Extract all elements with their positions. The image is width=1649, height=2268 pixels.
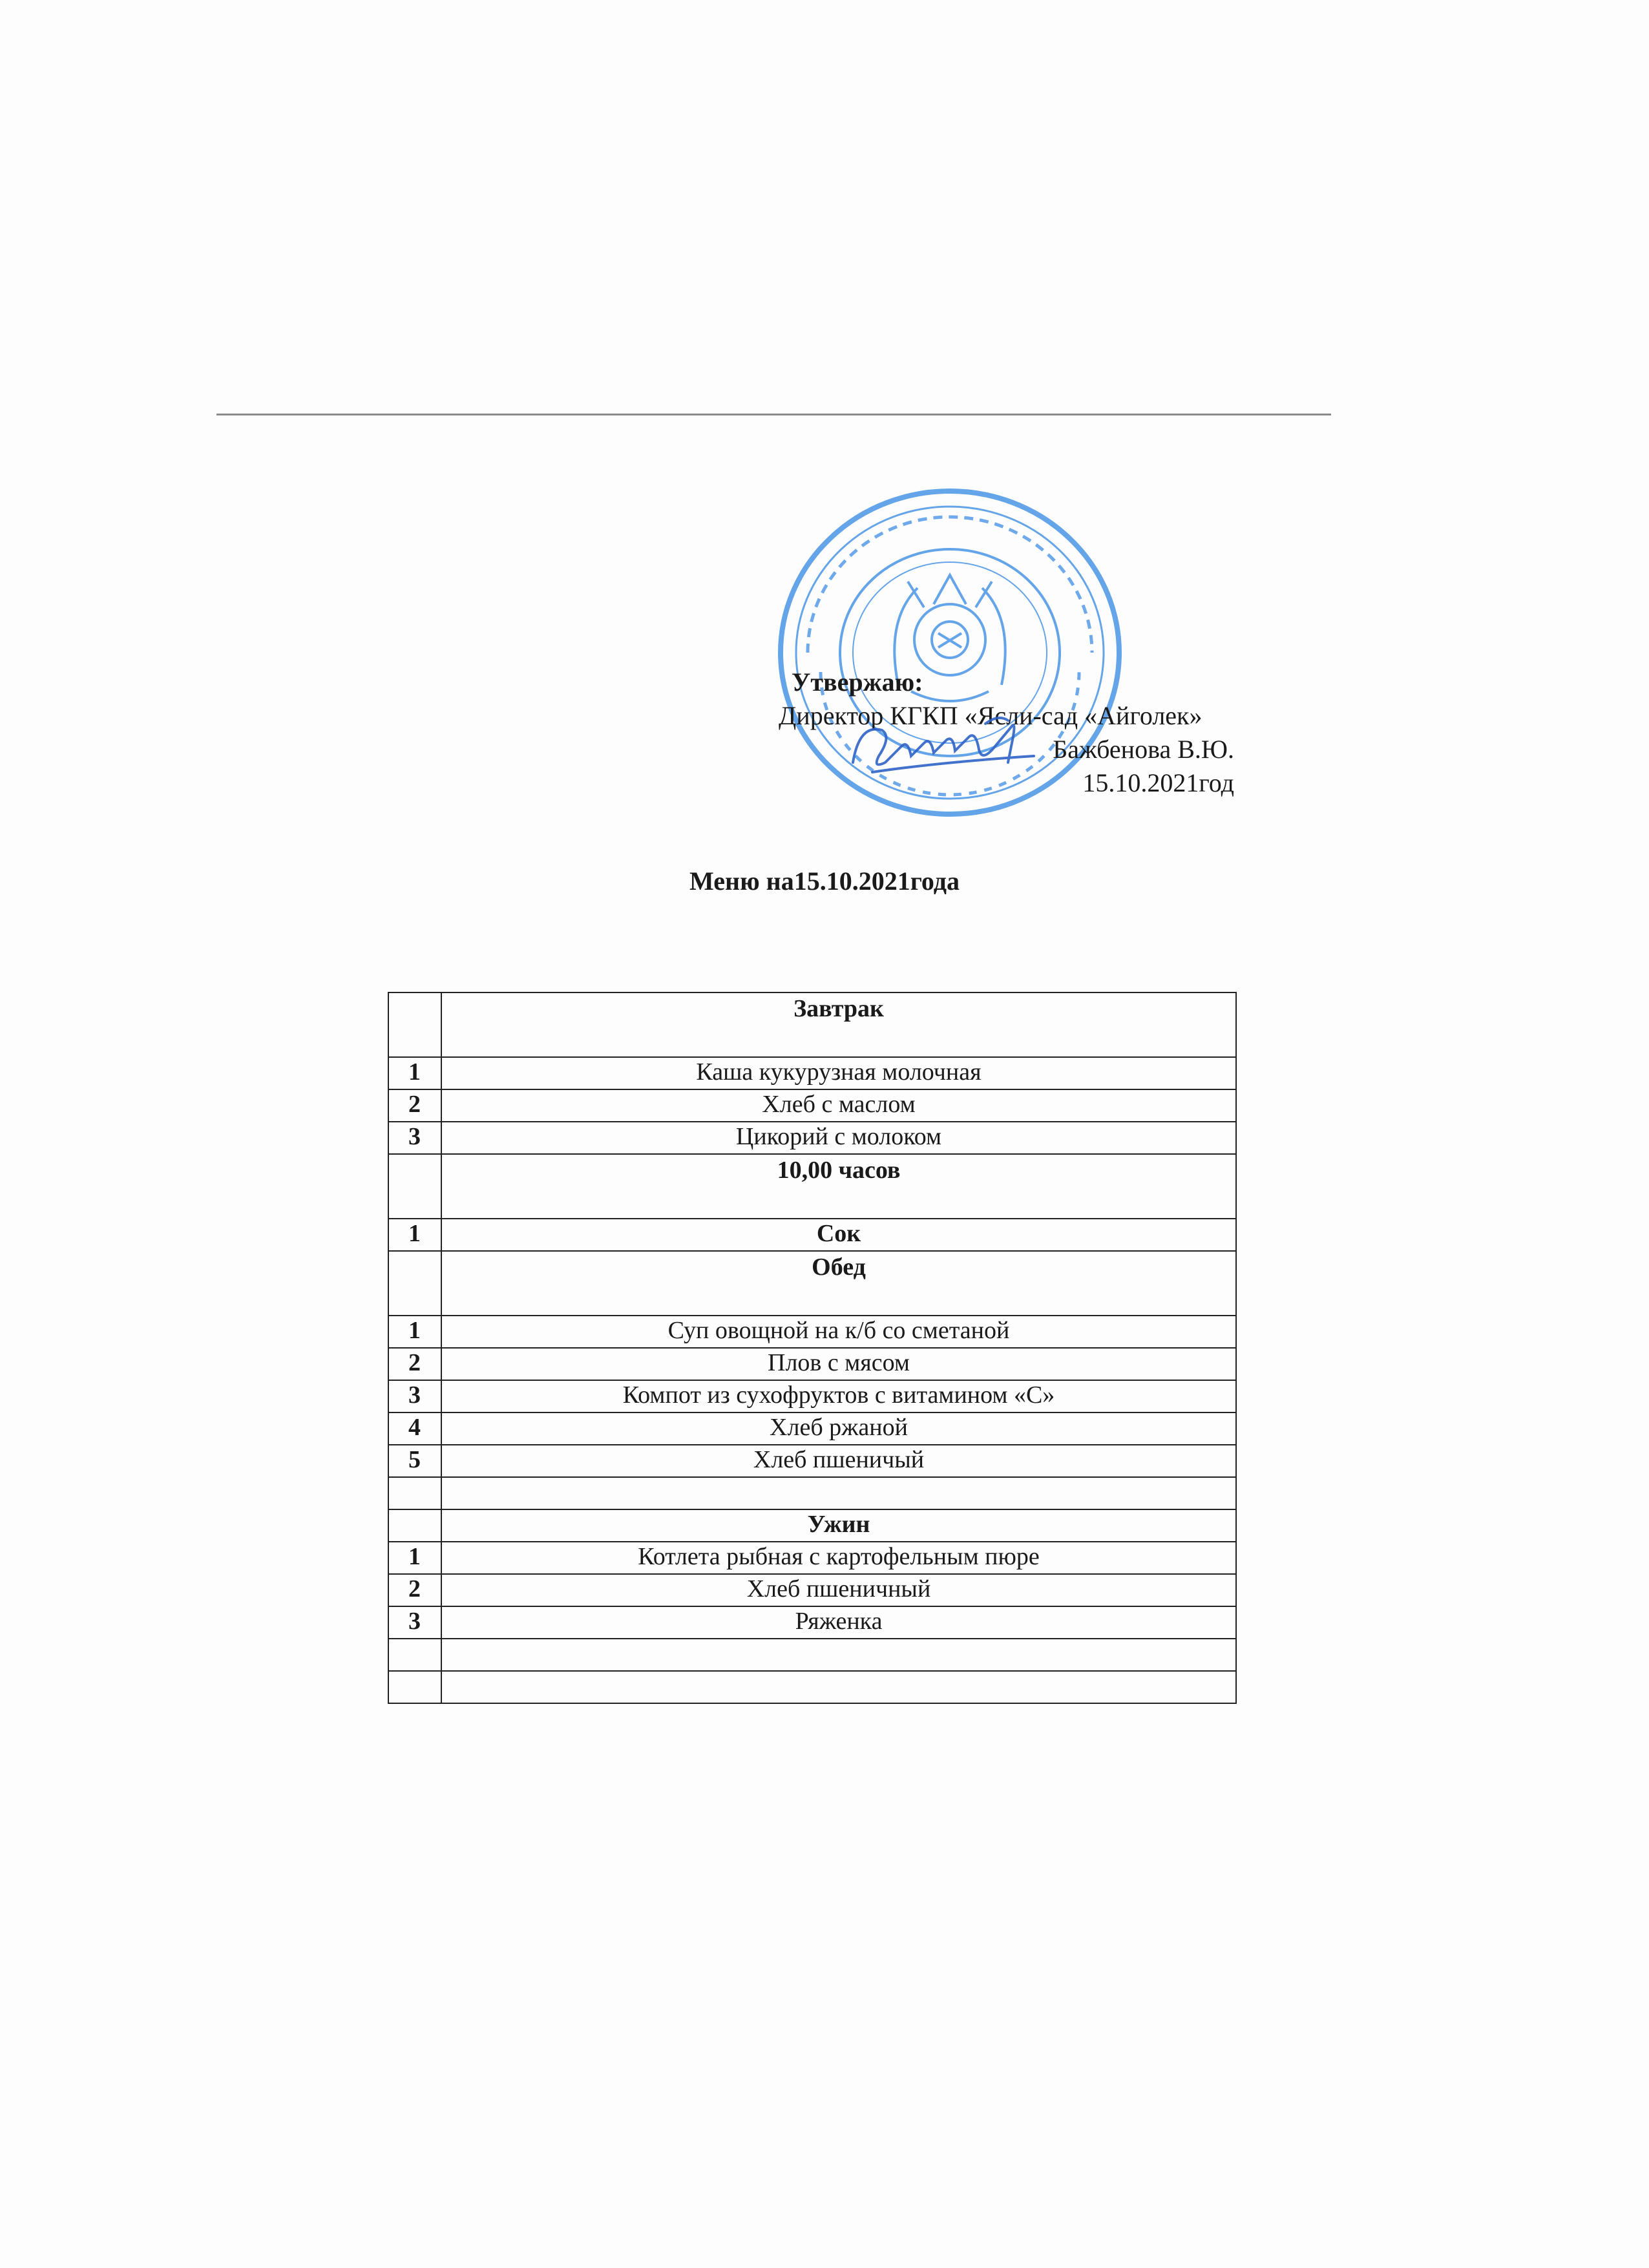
approval-date: 15.10.2021год <box>1082 768 1234 797</box>
table-row <box>388 1574 1236 1606</box>
item-name: Каша кукурузная молочная <box>441 1057 1236 1089</box>
section-snack <box>388 1154 1236 1219</box>
top-divider <box>216 414 1331 415</box>
section-lunch <box>388 1251 1236 1316</box>
table-row <box>388 1606 1236 1639</box>
item-number: 3 <box>388 1380 441 1412</box>
item-number: 1 <box>388 1057 441 1089</box>
section-title: Завтрак <box>441 992 1236 1057</box>
section-title: Ужин <box>441 1509 1236 1542</box>
table-row-empty <box>388 1477 1236 1509</box>
item-name: Котлета рыбная с картофельным пюре <box>441 1542 1236 1574</box>
section-breakfast <box>388 992 1236 1057</box>
section-title: 10,00 часов <box>441 1154 1236 1219</box>
item-number: 2 <box>388 1348 441 1380</box>
item-number: 2 <box>388 1089 441 1122</box>
table-row-empty <box>388 1671 1236 1703</box>
item-name: Ряженка <box>441 1606 1236 1639</box>
item-number: 3 <box>388 1606 441 1639</box>
item-number: 4 <box>388 1412 441 1445</box>
item-name: Цикорий с молоком <box>441 1122 1236 1154</box>
table-row <box>388 1089 1236 1122</box>
section-dinner <box>388 1509 1236 1542</box>
table-row <box>388 1057 1236 1089</box>
item-name: Суп овощной на к/б со сметаной <box>441 1316 1236 1348</box>
table-row <box>388 1542 1236 1574</box>
item-name: Сок <box>441 1219 1236 1251</box>
approval-heading: Утвержаю: <box>792 667 923 697</box>
item-name: Плов с мясом <box>441 1348 1236 1380</box>
item-number: 1 <box>388 1219 441 1251</box>
item-name: Хлеб пшеничый <box>441 1445 1236 1477</box>
table-row <box>388 1122 1236 1154</box>
approval-name: Бажбенова В.Ю. <box>1053 735 1234 764</box>
table-row <box>388 1412 1236 1445</box>
item-name: Хлеб пшеничный <box>441 1574 1236 1606</box>
item-number: 2 <box>388 1574 441 1606</box>
menu-table <box>388 992 1237 1704</box>
table-row <box>388 1219 1236 1251</box>
approval-position: Директор КГКП «Ясли-сад «Айголек» <box>779 701 1203 730</box>
document-title: Меню на15.10.2021года <box>689 866 960 896</box>
item-number: 3 <box>388 1122 441 1154</box>
table-row-empty <box>388 1639 1236 1671</box>
item-number: 1 <box>388 1316 441 1348</box>
signature-icon <box>846 711 1040 782</box>
item-name: Хлеб ржаной <box>441 1412 1236 1445</box>
table-row <box>388 1380 1236 1412</box>
table-row <box>388 1445 1236 1477</box>
item-number: 1 <box>388 1542 441 1574</box>
item-name: Хлеб с маслом <box>441 1089 1236 1122</box>
item-name: Компот из сухофруктов с витамином «С» <box>441 1380 1236 1412</box>
section-title: Обед <box>441 1251 1236 1316</box>
table-row <box>388 1316 1236 1348</box>
item-number: 5 <box>388 1445 441 1477</box>
table-row <box>388 1348 1236 1380</box>
